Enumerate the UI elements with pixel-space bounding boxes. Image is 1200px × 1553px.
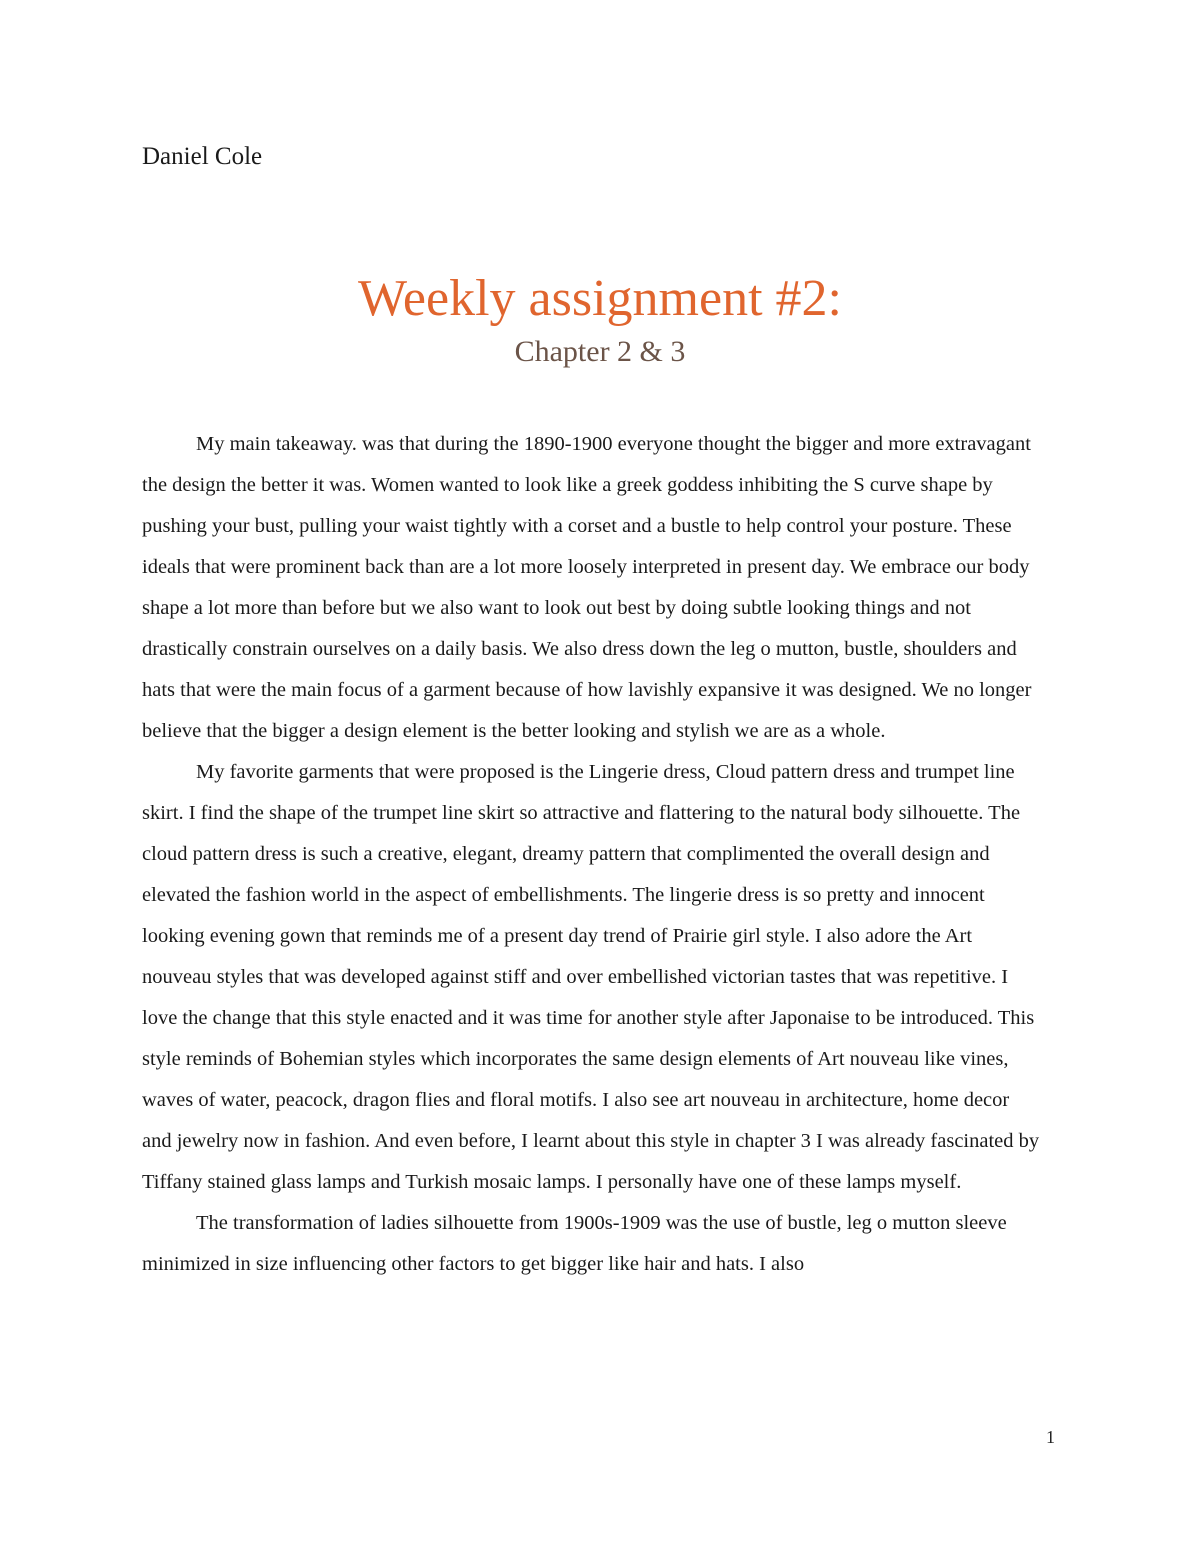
paragraph-2: My favorite garments that were proposed is the Lingerie dress, Cloud pattern dress and trumpet line skirt. I find the shape of the trumpet line skirt so attractive and flattering to the natural body silhouette. The cloud pattern dress is such a creative, elegant, dreamy pattern that complimented the overall design and elevated the fashion world in the aspect of embellishments. The lingerie dress is so pretty and innocent looking evening gown that reminds me of a present day trend of Prairie girl style. I also adore the Art nouveau styles that was developed against stiff and over embellished victorian tastes that was repetitive. I love the change that this style enacted and it was time for another style after Japonaise to be introduced. This style reminds of Bohemian styles which incorporates the same design elements of Art nouveau like vines, waves of water, peacock, dragon flies and floral motifs. I also see art nouveau in architecture, home decor and jewelry now in fashion. And even before, I learnt about this style in chapter 3 I was already fascinated by Tiffany stained glass lamps and Turkish mosaic lamps. I personally have one of these lamps myself. <box>142 761 1040 1193</box>
document-subtitle: Chapter 2 & 3 <box>514 335 686 368</box>
author-name: Daniel Cole <box>142 143 263 170</box>
paragraph-1: My main takeaway. was that during the 1890-1900 everyone thought the bigger and more extravagant the design the better it was. Women wanted to look like a greek goddess inhibiting the S curve shape by pushing your bust, pulling your waist tightly with a corset and a bustle to help control your posture. These ideals that were prominent back than are a lot more loosely interpreted in present day. We embrace our body shape a lot more than before but we also want to look out best by doing subtle looking things and not drastically constrain ourselves on a daily basis. We also dress down the leg o mutton, bustle, shoulders and hats that were the main focus of a garment because of how lavishly expansive it was designed. We no longer believe that the bigger a design element is the better looking and stylish we are as a whole. <box>142 433 1032 742</box>
document-title: Weekly assignment #2: <box>358 270 842 327</box>
page-number: 1 <box>1046 1427 1055 1447</box>
paragraph-3: The transformation of ladies silhouette from 1900s-1909 was the use of bustle, leg o mutton sleeve minimized in size influencing other factors to get bigger like hair and hats. I also <box>142 1212 1007 1275</box>
document-body <box>142 424 1042 1285</box>
